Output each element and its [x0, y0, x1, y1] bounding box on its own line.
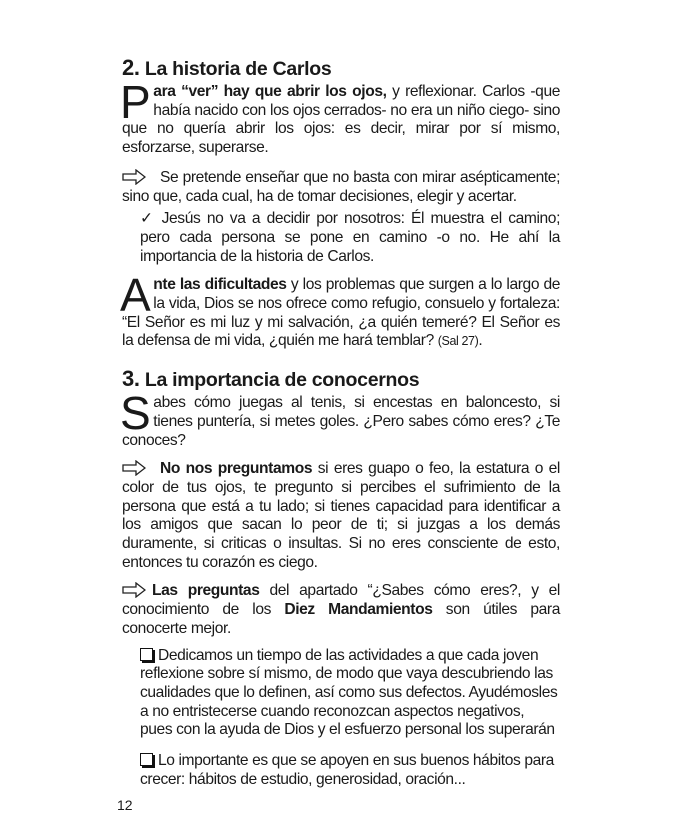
- box-note-2: Lo importante es que se apoyen en sus buenos hábitos para crecer: hábitos de estudio, generosidad, oración...: [140, 752, 554, 788]
- arrow-note-1: Se pretende enseñar que no basta con mirar asépticamente; sino que, cada cual, ha de tomar decisiones, elegir y acertar.: [122, 168, 560, 205]
- square-bullet-icon: [140, 648, 153, 661]
- arrow-note-2: No nos preguntamos si eres guapo o feo, la estatura o el color de tus ojos, te pregunto si percibes el sufrimiento de la persona que está a tu lado; si tienes capacidad para identificar a los amigos que sacan lo peor de ti; si juzgas a los demás duramente, si criticas o insultas. Si no eres consciente de esto, entonces tu corazón es ciego.: [122, 460, 560, 571]
- drop-cap: S: [120, 387, 151, 440]
- page-number: 12: [117, 796, 133, 813]
- paragraph-sabes: Sabes cómo juegas al tenis, si encestas en baloncesto, si tienes puntería, si metes goles. ¿Pero sabes cómo eres? ¿Te conoces?: [120, 387, 560, 449]
- arrow-right-icon: [122, 582, 146, 598]
- page-content: [117, 55, 561, 814]
- box-note-1: Dedicamos un tiempo de las actividades a que cada joven reflexione sobre sí mismo, de modo que vaya descubriendo las cualidades que lo definen, así como sus defectos. Ayudémosles a no entristecerse cuando reconozcan aspectos negativos, pues con la ayuda de Dios y el esfuerzo personal los superarán: [140, 646, 558, 739]
- section-2-heading: 2. La historia de Carlos: [122, 55, 332, 80]
- drop-cap: P: [120, 76, 151, 128]
- drop-cap: A: [120, 269, 151, 322]
- citation: (Sal 27): [437, 334, 479, 349]
- arrow-right-icon: [122, 169, 146, 185]
- paragraph-para-ver: Para “ver” hay que abrir los ojos, y reflexionar. Carlos -que había nacido con los ojos cerrados- no era un niño ciego- sino que no quería abrir los ojos: es decir, mirar por sí mismo, esforzarse, superarse.: [120, 76, 560, 157]
- section-3-heading: 3. La importancia de conocernos: [122, 366, 420, 392]
- square-bullet-icon: [140, 753, 153, 766]
- checkmark-icon: ✓: [140, 210, 156, 228]
- arrow-note-3: Las preguntas del apartado “¿Sabes cómo eres?, y el conocimiento de los Diez Mandamientos son útiles para conocerte mejor.: [122, 582, 560, 637]
- paragraph-ante: Ante las dificultades y los problemas que surgen a lo largo de la vida, Dios se nos ofrece como refugio, consuelo y fortaleza: “El Señor es mi luz y mi salvación, ¿a quién temeré? El Señor es la defensa de mi vida, ¿quién me hará temblar? (Sal 27).: [120, 269, 560, 350]
- check-note: ✓ Jesús no va a decidir por nosotros: Él muestra el camino; pero cada persona se pone en camino -o no. He ahí la importancia de la historia de Carlos.: [140, 210, 561, 265]
- arrow-right-icon: [122, 460, 146, 476]
